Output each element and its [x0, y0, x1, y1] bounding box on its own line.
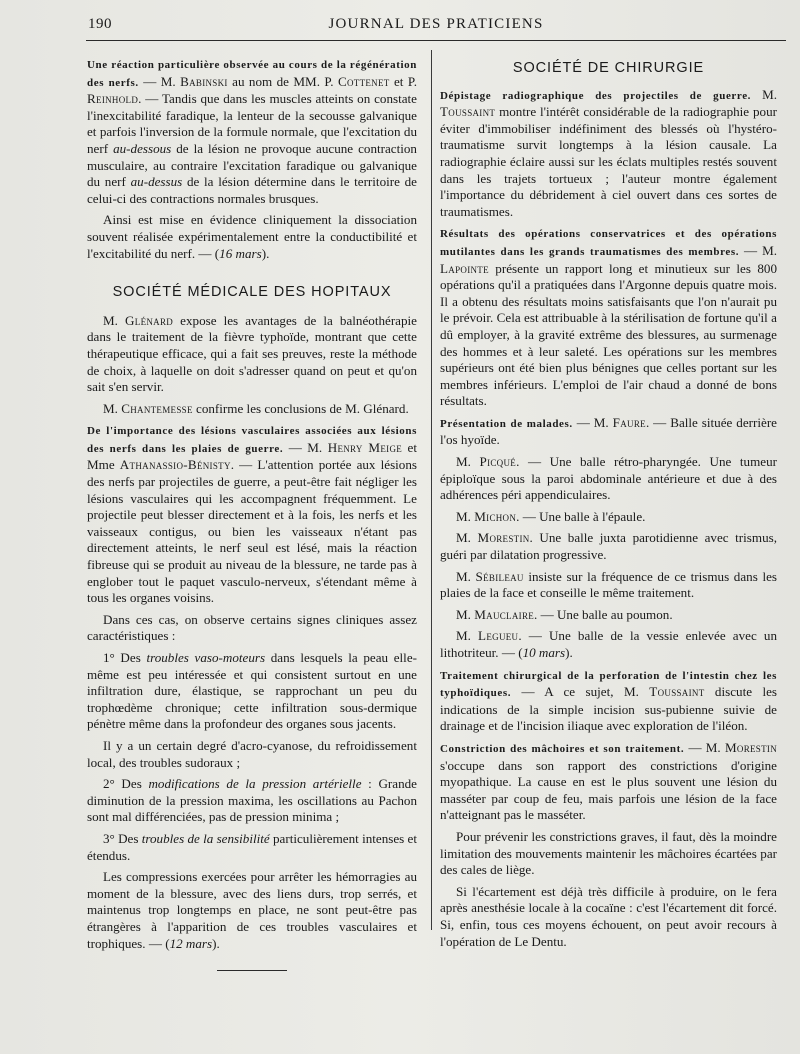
running-head	[86, 14, 786, 38]
paragraph: Pour prévenir les constrictions graves, il faut, dès la moindre limitation des mouvements maintenir les mâchoires écartées par des cales de liège.	[440, 828, 777, 878]
paragraph: Ainsi est mise en évidence cliniquement la dissociation souvent réalisée expérimentalement entre la conductibilité et l'excitabilité du nerf. — (16 mars).	[87, 212, 417, 261]
article-title: De l'importance des lésions vasculaires associées aux lésions des nerfs dans les plaies de guerre.	[87, 425, 417, 455]
header-rule	[86, 40, 786, 41]
author-name: Morestin	[477, 530, 530, 546]
paragraph: M. Mauclaire. — Une balle au poumon.	[456, 606, 673, 622]
paragraph: M. Legueu. — Une balle de la vessie enlevée avec un lithotriteur. — (10 mars).	[440, 628, 777, 660]
journal-title: JOURNAL DES PRATICIENS	[328, 16, 544, 32]
article-operations: Résultats des opérations conservatrices et des opérations mutilantes dans les grands traumatismes des membres. — M. Lapointe présente un rapport long et minutieux sur les 800 opérations qu'il a pratiquées dans l'Argonne depuis quatre mois. Il a obtenu des résultats moins satisfaisants que l'on n'aurait pu le prévoir. Cela est attribuable à la stérilisation de fortune qu'il a dû employer, à la gravité extrême des blessures, au surmenage des hommes et à leur saleté. Les opérations sur les membres supérieurs ont été bien plus bénignes que celles portant sur les membres inférieurs. L'emploi de l'air chaud a donné de bons résultats.	[440, 228, 777, 409]
column-divider	[431, 50, 432, 930]
author-name: Glénard	[125, 312, 174, 328]
article-title: Traitement chirurgical de la perforation de l'intestin chez les typhoïdiques.	[440, 669, 777, 700]
left-column	[87, 56, 417, 971]
author-name: Morestin	[724, 739, 777, 755]
author-name: Reinhold	[87, 91, 139, 107]
author-name: Michon	[474, 508, 517, 524]
author-name: Henry Meige	[327, 439, 403, 455]
author-name: Legueu	[478, 628, 519, 644]
paragraph: M. Chantemesse confirme les conclusions de M. Glénard.	[103, 400, 409, 416]
author-name: Sébileau	[475, 568, 524, 584]
date: 16 mars	[219, 245, 262, 261]
paragraph: M. Sébileau insiste sur la fréquence de ce trismus dans les plaies de la face et conseille le même traitement.	[440, 568, 777, 601]
author-name: Toussaint	[440, 104, 496, 120]
date: 10 mars	[522, 645, 566, 660]
paragraph: M. Michon. — Une balle à l'épaule.	[456, 508, 646, 524]
paragraph: M. Glénard expose les avantages de la balnéothérapie dans le traitement de la fièvre typhoïde, montrant que cette thérapeutique efficace, qui a fait ses preuves, reste la méthode de choix, à laquelle on doit s'adresser quand on peut et qu'on sait s'en servir.	[87, 312, 417, 395]
article-title: Dépistage radiographique des projectiles de guerre.	[440, 89, 752, 102]
article-title: Constriction des mâchoires et son traitement.	[440, 742, 685, 755]
article-radiographie: Dépistage radiographique des projectiles de guerre. M. Toussaint montre l'intérêt considérable de la radiographie pour éviter d'immobiliser indéfiniment des blessés où l'hystéro-traumatisme survit longtemps à la lésion causale. La radiographie éclaire aussi sur les éclats multiples restés souvent dans les trajets tortueux ; l'auteur montre également l'importance du débridement à ciel ouvert dans ces sortes de traumatismes.	[440, 86, 777, 219]
article-constriction-machoires: Constriction des mâchoires et son traitement. — M. Morestin s'occupe dans son rapport des constrictions d'origine myopathique. La cause en est le plus souvent une lésion du masséter par coup de feu, mais parfois une lésion de la face n'atteignant pas le masséter.	[440, 739, 777, 823]
author-name: Athanassio-Bénisty	[119, 457, 231, 473]
author-name: Mauclaire	[474, 606, 535, 622]
article-perforation-intestin: Traitement chirurgical de la perforation de l'intestin chez les typhoïdiques. — A ce sujet, M. Toussaint discute les indications de la simple incision sus-pubienne suivie de drainage et de l'incision iliaque avec exploration de l'iléon.	[440, 669, 777, 734]
article-presentation-malades: Présentation de malades. — M. Faure. — Balle située derrière l'os hyoïde.	[440, 414, 777, 448]
paragraph: M. Morestin. Une balle juxta parotidienne avec trismus, guéri par dilatation progressive.	[440, 530, 777, 563]
date: 12 mars	[169, 935, 213, 951]
article-title: Présentation de malades.	[440, 417, 573, 430]
paragraph: Si l'écartement est déjà très difficile à produire, on le fera après anesthésie locale à la cocaïne : c'est l'écartement dit forcé. Si, enfin, tous ces moyens échouent, on peut avoir recours à l'opération de Le Dentu.	[440, 883, 777, 949]
article-regeneration-nerfs: Une réaction particulière observée au cours de la régénération des nerfs. — M. Babinski au nom de MM. P. Cottenet et P. Reinhold. — Tandis que dans les muscles atteints on constate l'inexcitabilité faradique, la lenteur de la secousse galvanique et parfois l'inversion de la formule normale, que l'excitation du nerf au-dessous de la lésion ne provoque aucune contraction musculaire, au contraire l'excitation faradique ou galvanique du nerf au-dessus de la lésion détermine dans le territoire de celui-ci des contractions normales brusques.	[87, 59, 417, 206]
section-title: SOCIÉTÉ MÉDICALE DES HOPITAUX	[112, 284, 392, 301]
end-rule	[217, 970, 287, 971]
paragraph: Les compressions exercées pour arrêter les hémorragies au moment de la blessure, avec des liens durs, trop serrés, et maintenus trop longtemps en place, ne sont peut-être pas étrangères à l'apparition de ces troubles vasculaires et trophiques. — (12 mars).	[87, 869, 417, 951]
paragraph: Il y a un certain degré d'acro-cyanose, du refroidissement local, des troubles sudoraux ;	[87, 737, 417, 770]
page-number: 190	[88, 16, 112, 32]
author-name: Cottenet	[337, 73, 390, 89]
article-title: Résultats des opérations conservatrices et des opérations mutilantes dans les grands traumatismes des membres.	[440, 228, 777, 258]
author-name: Lapointe	[440, 260, 489, 276]
author-name: Toussaint	[649, 684, 705, 700]
article-title: Une réaction particulière observée au cours de la régénération des nerfs.	[87, 59, 417, 89]
author-name: Picqué	[479, 454, 517, 470]
paragraph: Dans ces cas, on observe certains signes cliniques assez caractéristiques :	[87, 611, 417, 644]
author-name: Babinski	[180, 73, 228, 89]
article-lesions-vasculaires: De l'importance des lésions vasculaires associées aux lésions des nerfs dans les plaies de guerre. — M. Henry Meige et Mme Athanassio-Bénisty. — L'attention portée aux lésions des nerfs par projectiles de guerre, a peut-être fait négliger les lésions vasculaires qui les accompagnent fréquemment. Le projectile peut blesser directement et à la fois, les nerfs et les vaisseaux contigus, ou bien les vaisseaux n'étant pas directement atteints, le nerf seul est lésé, mais la réaction fibreuse qui se produit au niveau de la blessure, ne tarde pas à englober tout le paquet vasculo-nerveux, s'étendant même à tous les organes voisins.	[87, 425, 417, 606]
author-name: Chantemesse	[121, 400, 193, 416]
paragraph: 1° Des troubles vaso-moteurs dans lesquels la peau elle-même est peu intéressée et qui consistent surtout en une infiltration dure, élastique, se rapprochant un peu du trophœdème chronique; cette infiltration sous-dermique pénètre même dans la profondeur des organes sous jacents.	[87, 650, 417, 732]
paragraph: 3° Des troubles de la sensibilité particulièrement intenses et étendus.	[87, 830, 417, 863]
paragraph: 2° Des modifications de la pression artérielle : Grande diminution de la pression maxima, les oscillations au Pachon sont mal différenciées, pas de pression minima ;	[87, 776, 417, 825]
right-column	[440, 56, 777, 955]
section-title: SOCIÉTÉ DE CHIRURGIE	[512, 60, 705, 76]
author-name: Faure	[612, 414, 646, 430]
paragraph: M. Picqué. — Une balle rétro-pharyngée. Une tumeur épiploïque sous la paroi abdominale antérieure et due à des adhérences péri appendiculaires.	[440, 454, 777, 503]
